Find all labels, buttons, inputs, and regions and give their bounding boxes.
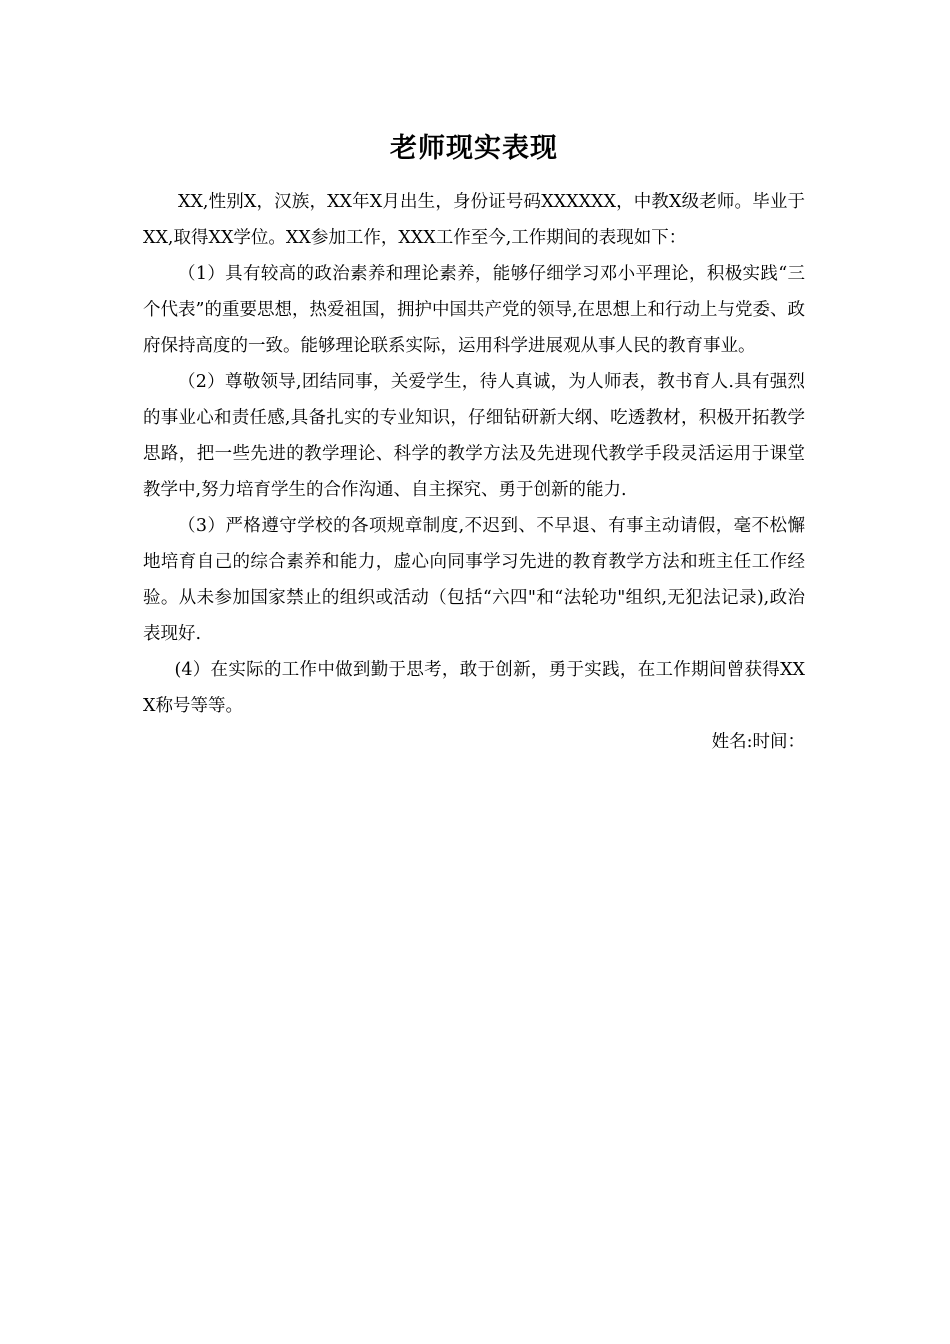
document-title: 老师现实表现 xyxy=(390,133,558,164)
paragraph-discipline: （3）严格遵守学校的各项规章制度,不迟到、不早退、有事主动请假，毫不松懈地培育自己的综合素养和能力，虚心向同事学习先进的教育教学方法和班主任工作经验。从未参加国家禁止的组织或活动（包括“六四"和“法轮功"组织,无犯法记录),政治表现好. xyxy=(143,516,805,644)
document-body xyxy=(143,128,805,760)
paragraph-achievements: (4）在实际的工作中做到勤于思考，敢于创新，勇于实践，在工作期间曾获得XXX称号等等。 xyxy=(143,660,805,716)
signature-line: 姓名:时间： xyxy=(711,732,805,752)
paragraph-teaching-attitude: （2）尊敬领导,团结同事，关爱学生，待人真诚，为人师表，教书育人.具有强烈的事业心和责任感,具备扎实的专业知识，仔细钻研新大纲、吃透教材，积极开拓教学思路，把一些先进的教学理论、科学的教学方法及先进现代教学手段灵活运用于课堂教学中,努力培育学生的合作沟通、自主探究、勇于创新的能力. xyxy=(143,372,805,500)
paragraph-political-quality: （1）具有较高的政治素养和理论素养，能够仔细学习邓小平理论，积极实践“三个代表”的重要思想，热爱祖国，拥护中国共产党的领导,在思想上和行动上与党委、政府保持高度的一致。能够理论联系实际，运用科学进展观从事人民的教育事业。 xyxy=(143,264,806,356)
intro-paragraph: XX,性别X，汉族，XX年X月出生，身份证号码XXXXXX，中教X级老师。毕业于XX,取得XX学位。XX参加工作，XXX工作至今,工作期间的表现如下： xyxy=(143,192,805,248)
